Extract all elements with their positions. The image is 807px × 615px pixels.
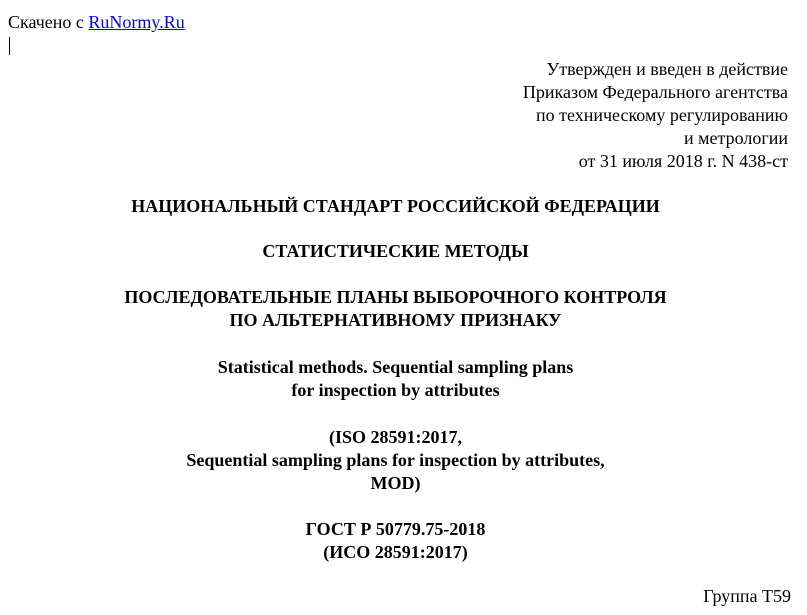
approval-line: Приказом Федерального агентства (522, 82, 788, 102)
document-title (0, 286, 799, 332)
category-heading (0, 240, 799, 263)
runormy-link[interactable]: RuNormy.Ru (88, 12, 185, 32)
english-title (0, 356, 799, 402)
heading-text: НАЦИОНАЛЬНЫЙ СТАНДАРТ РОССИЙСКОЙ ФЕДЕРАЦИИ (131, 196, 660, 216)
designation-line: (ИСО 28591:2017) (323, 542, 468, 562)
iso-reference (0, 426, 799, 495)
source-line (8, 11, 185, 33)
approval-block (523, 58, 788, 173)
source-prefix: Скачено с (8, 12, 89, 32)
standard-designation (0, 518, 799, 564)
english-title-line: Statistical methods. Sequential sampling plans (217, 357, 574, 377)
group-label: Группа Т59 (703, 586, 791, 606)
approval-line: и метрологии (684, 128, 788, 148)
english-title-line: for inspection by attributes (291, 380, 500, 400)
designation-line: ГОСТ Р 50779.75-2018 (305, 519, 486, 539)
text-caret (9, 37, 10, 55)
approval-line: Утвержден и введен в действие (546, 59, 788, 79)
title-line: ПОСЛЕДОВАТЕЛЬНЫЕ ПЛАНЫ ВЫБОРОЧНОГО КОНТРОЛЯ (124, 287, 667, 307)
approval-line: от 31 июля 2018 г. N 438-ст (578, 151, 788, 171)
iso-reference-line: (ISO 28591:2017, (328, 427, 462, 447)
approval-line: по техническому регулированию (535, 105, 788, 125)
iso-reference-line: Sequential sampling plans for inspection by attributes, (186, 450, 605, 470)
national-standard-heading (0, 195, 799, 218)
title-line: ПО АЛЬТЕРНАТИВНОМУ ПРИЗНАКУ (229, 310, 562, 330)
iso-reference-line: MOD) (370, 473, 421, 493)
heading-text: СТАТИСТИЧЕСКИЕ МЕТОДЫ (262, 241, 529, 261)
